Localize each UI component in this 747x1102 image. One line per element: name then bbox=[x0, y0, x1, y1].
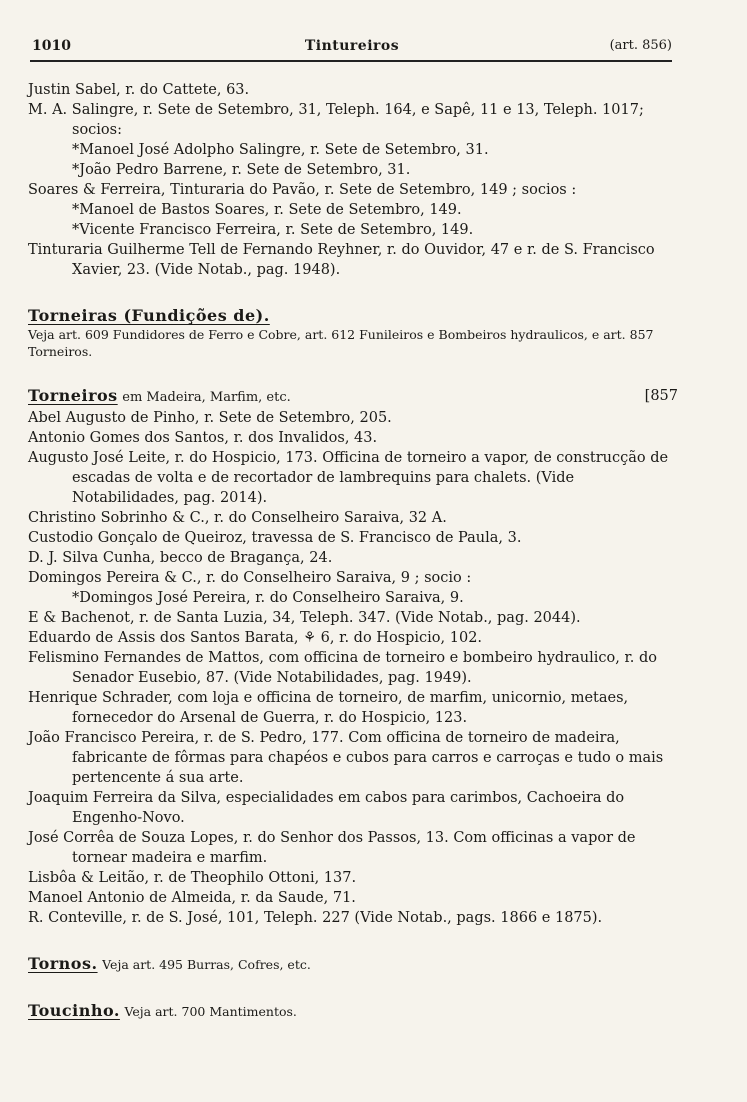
list-entry: Augusto José Leite, r. do Hospicio, 173. Officina de torneiro a vapor, de construcção de escadas de volta e de recortador de lambrequins para chalets. (Vide Notabilidades, pag. 2014). bbox=[28, 450, 669, 506]
list-entry: Felismino Fernandes de Mattos, com officina de torneiro e bombeiro hydraulico, r. do Senador Eusebio, 87. (Vide Notabilidades, pag. 1949). bbox=[28, 650, 658, 686]
cross-reference: Veja art. 700 Mantimentos. bbox=[124, 1004, 297, 1019]
tintureiros-list bbox=[28, 80, 678, 280]
section-title: Tornos. bbox=[28, 954, 98, 973]
article-reference: (art. 856) bbox=[609, 38, 672, 53]
page-header bbox=[32, 38, 672, 62]
partner-entry: *Manoel José Adolpho Salingre, r. Sete de Setembro, 31. bbox=[72, 142, 489, 158]
list-entry: Joaquim Ferreira da Silva, especialidades em cabos para carimbos, Cachoeira do Engenho-Novo. bbox=[28, 790, 625, 826]
list-entry: Christino Sobrinho & C., r. do Conselheiro Saraiva, 32 A. bbox=[28, 510, 447, 526]
section-torneiras bbox=[28, 306, 678, 360]
section-tornos bbox=[28, 954, 678, 975]
list-entry: Tinturaria Guilherme Tell de Fernando Reyhner, r. do Ouvidor, 47 e r. de S. Francisco Xavier, 23. (Vide Notab., pag. 1948). bbox=[28, 242, 655, 278]
page-number: 1010 bbox=[32, 38, 71, 54]
partner-entry: *Manoel de Bastos Soares, r. Sete de Setembro, 149. bbox=[72, 202, 462, 218]
partner-entry: *João Pedro Barrene, r. Sete de Setembro, 31. bbox=[72, 162, 411, 178]
list-entry: Abel Augusto de Pinho, r. Sete de Setembro, 205. bbox=[28, 410, 392, 426]
list-entry: Soares & Ferreira, Tinturaria do Pavão, r. Sete de Setembro, 149 ; socios : bbox=[28, 182, 577, 198]
partner-entry: *Vicente Francisco Ferreira, r. Sete de Setembro, 149. bbox=[72, 222, 474, 238]
section-heading bbox=[28, 386, 678, 408]
list-entry: Henrique Schrader, com loja e officina de torneiro, de marfim, unicornio, metaes, fornecedor do Arsenal de Guerra, r. do Hospicio, 123. bbox=[28, 690, 629, 726]
list-entry: M. A. Salingre, r. Sete de Setembro, 31, Teleph. 164, e Sapê, 11 e 13, Teleph. 1017; socios: bbox=[28, 102, 644, 138]
list-entry: E & Bachenot, r. de Santa Luzia, 34, Teleph. 347. (Vide Notab., pag. 2044). bbox=[28, 610, 581, 626]
partner-entry: *Domingos José Pereira, r. do Conselheiro Saraiva, 9. bbox=[72, 590, 464, 606]
list-entry: Lisbôa & Leitão, r. de Theophilo Ottoni, 137. bbox=[28, 870, 357, 886]
header-rule bbox=[30, 60, 672, 62]
list-entry: Manoel Antonio de Almeida, r. da Saude, 71. bbox=[28, 890, 356, 906]
list-entry: D. J. Silva Cunha, becco de Bragança, 24. bbox=[28, 550, 333, 566]
section-toucinho bbox=[28, 1001, 678, 1022]
list-entry: João Francisco Pereira, r. de S. Pedro, 177. Com officina de torneiro de madeira, fabricante de fôrmas para chapéos e cubos para carros e carroças e tudo o mais pertencente á sua arte. bbox=[28, 730, 664, 786]
section-title: Toucinho. bbox=[28, 1001, 120, 1020]
left-page-edge bbox=[0, 0, 18, 1102]
section-title: Torneiras (Fundições de). bbox=[28, 306, 270, 325]
list-entry: Custodio Gonçalo de Queiroz, travessa de S. Francisco de Paula, 3. bbox=[28, 530, 522, 546]
list-entry: Domingos Pereira & C., r. do Conselheiro Saraiva, 9 ; socio : bbox=[28, 570, 472, 586]
cross-reference: Veja art. 495 Burras, Cofres, etc. bbox=[102, 957, 311, 972]
list-entry: Eduardo de Assis dos Santos Barata, ⚘ 6, r. do Hospicio, 102. bbox=[28, 630, 483, 646]
list-entry: Antonio Gomes dos Santos, r. dos Invalidos, 43. bbox=[28, 430, 378, 446]
right-page-edge bbox=[729, 0, 747, 1102]
cross-reference: Veja art. 609 Fundidores de Ferro e Cobre, art. 612 Funileiros e Bombeiros hydraulicos, e art. 857 Torneiros. bbox=[28, 327, 654, 359]
section-torneiros bbox=[28, 386, 678, 928]
list-entry: Justin Sabel, r. do Cattete, 63. bbox=[28, 82, 250, 98]
page-title: Tintureiros bbox=[304, 38, 400, 54]
section-subtitle: em Madeira, Marfim, etc. bbox=[122, 390, 291, 405]
section-title: Torneiros bbox=[28, 386, 118, 405]
list-entry: José Corrêa de Souza Lopes, r. do Senhor dos Passos, 13. Com officinas a vapor de tornear madeira e marfim. bbox=[28, 830, 636, 866]
article-code: [857 bbox=[644, 388, 678, 404]
document-body bbox=[28, 80, 678, 1022]
list-entry: R. Conteville, r. de S. José, 101, Teleph. 227 (Vide Notab., pags. 1866 e 1875). bbox=[28, 910, 603, 926]
